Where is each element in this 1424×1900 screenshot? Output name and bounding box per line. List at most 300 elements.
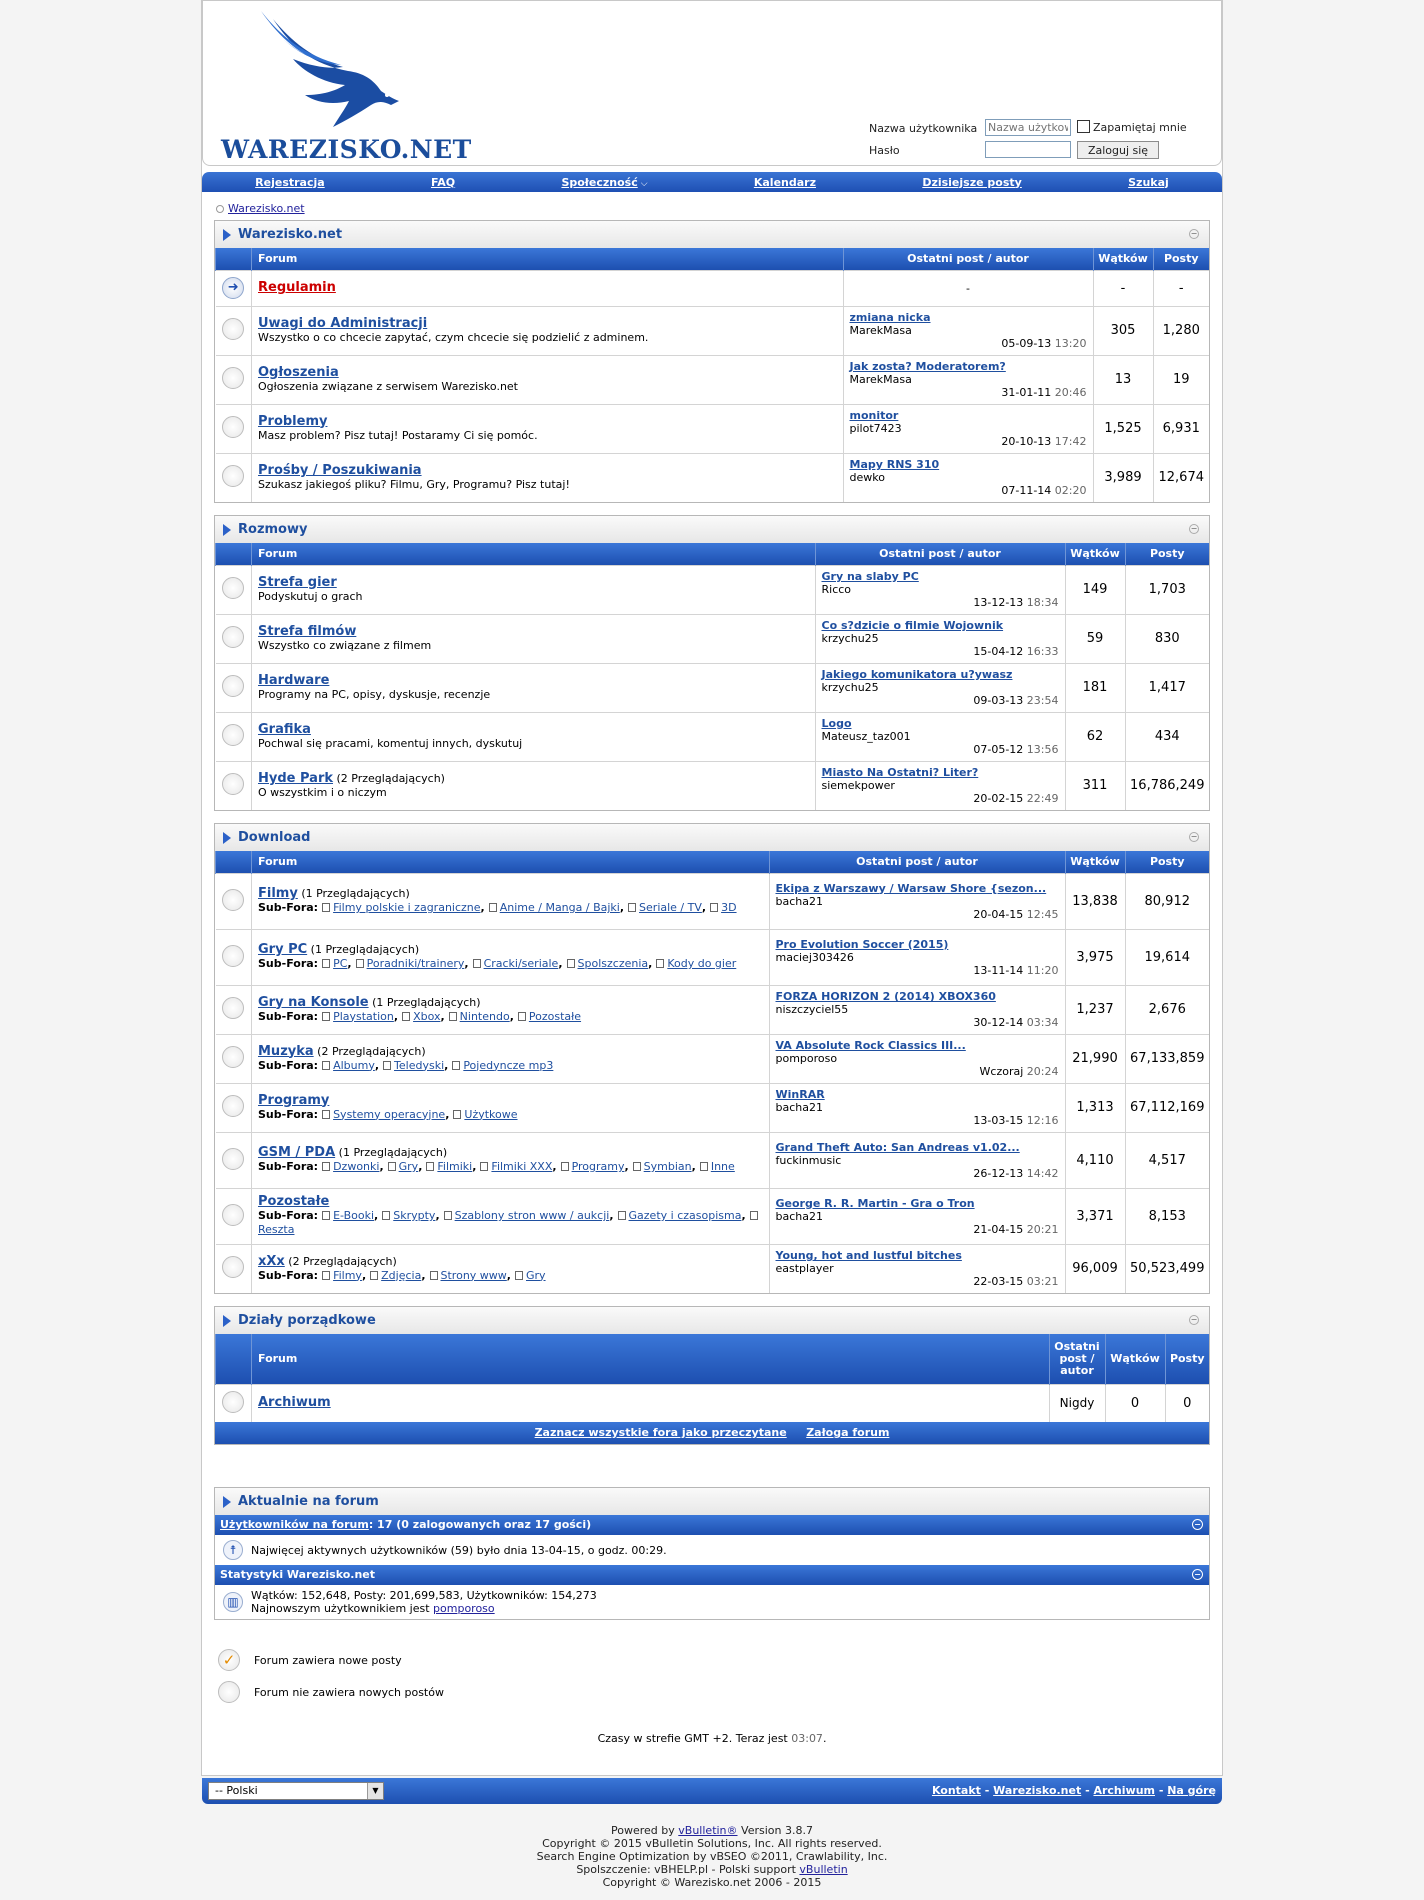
forum-row — [216, 663, 1210, 712]
forum-row — [216, 565, 1210, 614]
forum-row — [216, 1188, 1210, 1244]
last-post-author[interactable]: MarekMasa — [849, 373, 912, 386]
login-form — [869, 119, 1207, 163]
subforum-icon — [561, 1162, 569, 1171]
category-dzialy-porzadkowe — [214, 1306, 1210, 1445]
category-download — [214, 823, 1210, 1294]
subforum-link[interactable]: 3D — [721, 901, 737, 914]
mark-all-read-link[interactable]: Zaznacz wszystkie fora jako przeczytane — [534, 1426, 787, 1439]
forum-description: Wszystko co związane z filmem — [258, 638, 432, 652]
last-post-title[interactable]: zmiana nicka — [849, 311, 931, 324]
thread-count: 62 — [1065, 712, 1125, 761]
nav-todays-posts[interactable]: Dzisiejsze posty — [922, 175, 1022, 189]
forum-title[interactable]: Gry PC — [258, 942, 308, 957]
vbulletin-link[interactable]: vBulletin® — [678, 1824, 738, 1837]
footer-sep: - — [1154, 1784, 1168, 1797]
viewing-count: (1 Przeglądających) — [372, 995, 481, 1009]
forum-table — [215, 851, 1209, 1293]
forum-title[interactable]: Muzyka — [258, 1043, 314, 1059]
last-post-author[interactable]: pomporoso — [775, 1052, 838, 1065]
last-post-author[interactable]: bacha21 — [775, 1209, 823, 1223]
col-threads: Wątków — [1065, 851, 1125, 873]
forum-title[interactable]: Problemy — [258, 413, 328, 429]
subforum-label: Sub-Fora: — [258, 957, 319, 970]
subforum-link[interactable]: Strony www — [440, 1268, 507, 1282]
collapse-icon[interactable]: − — [1190, 524, 1198, 533]
col-forum: Forum — [252, 248, 844, 270]
last-post-title[interactable]: Jakiego komunikatora u?ywasz — [821, 668, 1013, 681]
last-post-title[interactable]: Gry na slaby PC — [821, 570, 919, 583]
forum-status-icon — [222, 1148, 244, 1170]
post-count: 6,931 — [1153, 404, 1209, 453]
nav-register[interactable]: Rejestracja — [255, 175, 325, 189]
last-post-title[interactable]: monitor — [849, 409, 899, 422]
forum-title[interactable]: Gry na Konsole — [258, 994, 369, 1010]
last-post-time: 20:24 — [1026, 1065, 1059, 1078]
forum-table — [215, 248, 1209, 502]
last-post-author[interactable]: krzychu25 — [821, 681, 879, 694]
last-post-author[interactable]: pilot7423 — [849, 422, 902, 435]
last-post-author[interactable]: eastplayer — [775, 1262, 834, 1276]
thread-count: 21,990 — [1065, 1034, 1125, 1083]
stats-bar — [215, 1565, 1209, 1585]
thread-count: 149 — [1065, 565, 1125, 614]
forum-staff-link[interactable]: Załoga forum — [806, 1426, 890, 1439]
subforum-icon — [750, 1211, 758, 1220]
last-post-title[interactable]: VA Absolute Rock Classics III... — [775, 1039, 966, 1052]
forum-status-icon — [222, 416, 244, 438]
thread-count: 0 — [1105, 1384, 1165, 1422]
forum-description: Programy na PC, opisy, dyskusje, recenzje — [258, 687, 491, 701]
category-arrow-icon — [223, 1315, 231, 1327]
col-threads: Wątków — [1105, 1334, 1165, 1384]
vbulletin-support-link[interactable]: vBulletin — [799, 1863, 848, 1876]
subforum-icon — [322, 1012, 330, 1021]
forum-status-icon — [222, 1391, 244, 1413]
last-post-title[interactable]: Ekipa z Warszawy / Warsaw Shore {sezon... — [775, 881, 1047, 895]
last-post-date: Wczoraj — [979, 1065, 1024, 1078]
powered-prefix: Powered by — [611, 1824, 675, 1837]
last-post-time: 12:45 — [1026, 907, 1059, 921]
forum-title[interactable]: Strefa gier — [258, 574, 337, 590]
subforum-link[interactable]: Gry — [398, 1160, 419, 1173]
forum-title[interactable]: Filmy — [258, 886, 298, 901]
forum-status-icon — [222, 945, 244, 967]
stats-title: Statystyki Warezisko.net — [220, 1568, 375, 1581]
category-title[interactable]: Download — [238, 830, 311, 845]
post-count: 8,153 — [1125, 1188, 1209, 1244]
nav-faq[interactable]: FAQ — [431, 175, 456, 189]
thread-count: 13,838 — [1065, 873, 1125, 929]
new-posts-icon: ✓ — [218, 1649, 240, 1671]
subforums: Sub-Fora: Dzwonki, Gry, Filmiki, Filmiki XXX, Programy, Symbian, Inne — [258, 1160, 735, 1173]
last-post-title[interactable]: Logo — [821, 717, 852, 730]
forum-description: Podyskutuj o grach — [258, 589, 363, 603]
whos-online-header — [215, 1488, 1209, 1515]
last-post-title[interactable]: George R. R. Martin - Gra o Tron — [775, 1196, 975, 1210]
last-post-date: 20-04-15 — [973, 907, 1024, 921]
last-post-title[interactable]: Young, hot and lustful bitches — [775, 1249, 962, 1263]
subforum-label: Sub-Fora: — [258, 1160, 319, 1173]
forum-title[interactable]: Hardware — [258, 672, 330, 688]
forum-title[interactable]: Pozostałe — [258, 1194, 330, 1209]
category-arrow-icon — [223, 229, 231, 241]
username-input[interactable] — [985, 119, 1071, 136]
remember-me[interactable] — [1077, 120, 1187, 134]
logo-wordmark: WAREZISKO.NET — [221, 135, 472, 164]
forum-title[interactable]: Uwagi do Administracji — [258, 315, 428, 331]
subforum-link[interactable]: Anime / Manga / Bajki — [499, 901, 620, 914]
timezone-dot: . — [822, 1732, 827, 1745]
col-posts: Posty — [1125, 851, 1209, 873]
thread-count: 311 — [1065, 761, 1125, 810]
whos-online-title: Aktualnie na forum — [238, 1494, 379, 1509]
category-header — [215, 221, 1209, 248]
post-count: 4,517 — [1125, 1132, 1209, 1188]
viewing-count: (1 Przeglądających) — [301, 887, 410, 900]
forum-title[interactable]: Strefa filmów — [258, 623, 357, 639]
subforums: Sub-Fora: Systemy operacyjne, Użytkowe — [258, 1107, 518, 1121]
subforum-icon — [710, 903, 718, 912]
last-post-time: 23:54 — [1026, 694, 1059, 707]
last-post-title[interactable]: Miasto Na Ostatni? Liter? — [821, 766, 979, 780]
subforum-icon — [322, 1211, 330, 1220]
subforum-icon — [473, 959, 481, 968]
post-count: - — [1153, 270, 1209, 306]
forum-status-icon — [222, 626, 244, 648]
last-post-time: 11:20 — [1026, 963, 1059, 977]
last-post-time: 13:56 — [1026, 743, 1059, 756]
page-wrapper — [201, 0, 1223, 1776]
forum-row — [216, 712, 1210, 761]
last-post-time: 03:21 — [1026, 1275, 1059, 1289]
password-input[interactable] — [985, 141, 1071, 158]
post-count: 19 — [1153, 355, 1209, 404]
footer-contact[interactable]: Kontakt — [931, 1784, 981, 1797]
forum-status-icon — [222, 1204, 244, 1226]
breadcrumb-arrow-icon — [216, 205, 224, 213]
thread-count: 3,989 — [1093, 453, 1153, 502]
col-forum: Forum — [252, 851, 770, 873]
subforum-icon — [322, 903, 330, 912]
subforum-link[interactable]: Xbox — [413, 1009, 441, 1023]
nav-search[interactable]: Szukaj — [1128, 175, 1169, 189]
subforum-link[interactable]: Systemy operacyjne — [333, 1107, 446, 1121]
post-count: 67,133,859 — [1125, 1034, 1209, 1083]
chevron-down-icon[interactable]: ▼ — [367, 1783, 383, 1799]
post-count: 12,674 — [1153, 453, 1209, 502]
post-count: 434 — [1125, 712, 1209, 761]
subforum-icon — [322, 1162, 330, 1171]
remember-label: Zapamiętaj mnie — [1093, 121, 1187, 134]
forum-row — [216, 985, 1210, 1034]
post-count: 1,703 — [1125, 565, 1209, 614]
post-count: 2,676 — [1125, 985, 1209, 1034]
subforum-icon — [370, 1271, 378, 1280]
footer-sep: - — [1081, 1784, 1094, 1797]
post-count: 1,417 — [1125, 663, 1209, 712]
legend-new — [218, 1644, 1206, 1676]
subforum-link[interactable]: Symbian — [643, 1160, 692, 1173]
last-post: - — [843, 270, 1093, 306]
collapse-icon[interactable]: − — [1190, 832, 1198, 841]
subforum-link[interactable]: Playstation — [333, 1009, 394, 1023]
viewing-count: (2 Przeglądających) — [317, 1044, 426, 1058]
viewing-count: (2 Przeglądających) — [336, 771, 445, 785]
last-post-author[interactable]: niszczyciel55 — [775, 1003, 849, 1016]
last-post-author[interactable]: Mateusz_taz001 — [821, 730, 911, 743]
subforum-link[interactable]: PC — [333, 957, 348, 970]
translation-prefix: Spolszczenie: vBHELP.pl - Polski support — [576, 1863, 796, 1876]
forum-description: O wszystkim i o niczym — [258, 785, 387, 799]
post-count: 830 — [1125, 614, 1209, 663]
subforum-link[interactable]: Cracki/seriale — [483, 957, 559, 970]
password-label: Hasło — [869, 144, 900, 157]
collapse-icon[interactable]: − — [1192, 1569, 1203, 1580]
last-post-author[interactable]: Ricco — [821, 583, 852, 596]
forum-description: Pochwal się pracami, komentuj innych, dyskutuj — [258, 736, 523, 750]
last-post-author[interactable]: maciej303426 — [775, 950, 854, 964]
forum-status-icon — [222, 1095, 244, 1117]
footer-archive[interactable]: Archiwum — [1093, 1784, 1155, 1797]
remember-checkbox[interactable] — [1077, 120, 1090, 133]
category-title[interactable]: Warezisko.net — [238, 227, 343, 242]
forum-title[interactable]: xXx — [258, 1253, 285, 1269]
subforum-icon — [656, 959, 664, 968]
footer-top[interactable]: Na górę — [1167, 1784, 1216, 1797]
forum-status-icon — [222, 889, 244, 911]
forum-row — [216, 929, 1210, 985]
subforum-label: Sub-Fora: — [258, 1209, 319, 1222]
forum-title[interactable]: Prośby / Poszukiwania — [258, 462, 422, 478]
forum-row — [216, 453, 1210, 502]
forum-status-icon — [222, 1256, 244, 1278]
forum-title[interactable]: Archiwum — [258, 1395, 331, 1411]
subforum-icon — [356, 959, 364, 968]
subforum-link[interactable]: Pojedyncze mp3 — [463, 1058, 554, 1072]
subforum-link[interactable]: Szablony stron www / aukcji — [454, 1209, 610, 1222]
subforum-link[interactable]: Teledyski — [394, 1058, 445, 1072]
subforums: Sub-Fora: Albumy, Teledyski, Pojedyncze mp3 — [258, 1058, 554, 1072]
forum-title[interactable]: Grafika — [258, 721, 311, 737]
redirect-arrow-icon: ➜ — [222, 277, 244, 299]
post-count: 1,280 — [1153, 306, 1209, 355]
last-post-title[interactable]: Pro Evolution Soccer (2015) — [775, 937, 949, 951]
login-button[interactable]: Zaloguj się — [1077, 141, 1159, 159]
last-post-time: 03:34 — [1026, 1016, 1059, 1029]
last-post-date: 13-11-14 — [973, 963, 1024, 977]
subforum-link[interactable]: Pozostałe — [528, 1009, 582, 1023]
last-post-title[interactable]: Mapy RNS 310 — [849, 458, 940, 472]
collapse-icon[interactable]: − — [1190, 1315, 1198, 1324]
site-logo[interactable] — [217, 9, 472, 164]
nav-community[interactable] — [561, 176, 647, 189]
subforum-icon — [700, 1162, 708, 1171]
forum-description: Wszystko o co chcecie zapytać, czym chcecie się podzielić z adminem. — [258, 330, 649, 344]
last-post-author[interactable]: dewko — [849, 471, 885, 485]
main-content — [202, 192, 1222, 1745]
subforum-link[interactable]: Dzwonki — [333, 1160, 380, 1173]
subforum-icon — [426, 1162, 434, 1171]
forum-row — [216, 1034, 1210, 1083]
category-title[interactable]: Rozmowy — [238, 522, 308, 537]
last-post-author[interactable]: MarekMasa — [849, 324, 912, 337]
last-post-title[interactable]: Jak zosta? Moderatorem? — [849, 360, 1006, 373]
thread-count: 1,525 — [1093, 404, 1153, 453]
subforum-icon — [388, 1162, 396, 1171]
last-post-time: 02:20 — [1054, 484, 1087, 498]
subforum-icon — [322, 1061, 330, 1070]
viewing-count: (1 Przeglądających) — [338, 1146, 448, 1159]
language-value: -- Polski — [215, 1784, 258, 1797]
last-post-author[interactable]: siemekpower — [821, 779, 895, 793]
col-forum: Forum — [252, 543, 816, 565]
subforum-link[interactable]: Poradniki/trainery — [366, 957, 465, 970]
forum-table — [215, 1334, 1209, 1422]
last-post-date: 21-04-15 — [973, 1222, 1024, 1236]
last-post-author[interactable]: fuckinmusic — [775, 1153, 842, 1167]
copyright — [0, 1824, 1424, 1889]
online-users-link[interactable]: Użytkowników na forum — [220, 1518, 369, 1531]
subforum-icon — [453, 1110, 461, 1119]
copyright-line-5: Copyright © Warezisko.net 2006 - 2015 — [602, 1876, 822, 1889]
subforum-link[interactable]: Filmiki XXX — [491, 1160, 553, 1173]
forum-status-icon — [222, 318, 244, 340]
nav-calendar[interactable]: Kalendarz — [753, 175, 816, 189]
subforum-icon — [480, 1162, 488, 1171]
last-post-title[interactable]: WinRAR — [775, 1088, 825, 1101]
last-post-time: 14:42 — [1026, 1166, 1059, 1180]
footer-bar — [202, 1778, 1222, 1804]
last-post-time: 22:49 — [1026, 792, 1059, 806]
newest-user-prefix: Najnowszym użytkownikiem jest — [251, 1602, 430, 1615]
subforum-icon — [567, 959, 575, 968]
last-post-author[interactable]: bacha21 — [775, 894, 823, 908]
footer-home[interactable]: Warezisko.net — [993, 1784, 1082, 1797]
last-post-date: 07-05-12 — [973, 743, 1024, 756]
col-posts: Posty — [1165, 1334, 1209, 1384]
subforum-link[interactable]: Inne — [710, 1160, 735, 1173]
subforum-label: Sub-Fora: — [258, 901, 319, 914]
last-post-title[interactable]: Co s?dzicie o filmie Wojownik — [821, 619, 1004, 632]
subforum-link[interactable]: Gry — [525, 1268, 546, 1282]
subforum-icon — [430, 1271, 438, 1280]
subforum-link[interactable]: Skrypty — [393, 1209, 436, 1222]
subforum-link[interactable]: Kody do gier — [667, 957, 737, 970]
forum-title[interactable]: GSM / PDA — [258, 1145, 336, 1160]
subforums: Sub-Fora: Filmy polskie i zagraniczne, Anime / Manga / Bajki, Seriale / TV, 3D — [258, 901, 737, 914]
forum-row — [216, 761, 1210, 810]
forum-row — [216, 873, 1210, 929]
forum-title[interactable]: Programy — [258, 1092, 330, 1108]
col-threads: Wątków — [1065, 543, 1125, 565]
collapse-icon[interactable]: − — [1190, 229, 1198, 238]
forum-title[interactable]: Hyde Park — [258, 770, 334, 786]
subforum-link[interactable]: Reszta — [258, 1223, 295, 1236]
last-post-title[interactable]: FORZA HORIZON 2 (2014) XBOX360 — [775, 990, 996, 1003]
subforum-link[interactable]: Filmy polskie i zagraniczne — [333, 901, 481, 914]
category-arrow-icon — [223, 524, 231, 536]
last-post-date: 07-11-14 — [1001, 484, 1052, 498]
category-title[interactable]: Działy porządkowe — [238, 1313, 376, 1328]
breadcrumb-link[interactable]: Warezisko.net — [228, 202, 305, 215]
subforum-link[interactable]: Zdjęcia — [381, 1268, 422, 1282]
collapse-icon[interactable]: − — [1192, 1519, 1203, 1530]
subforum-icon — [382, 1211, 390, 1220]
language-select[interactable] — [208, 1782, 384, 1800]
last-post-date: 20-02-15 — [973, 792, 1024, 806]
subforum-link[interactable]: Albumy — [333, 1058, 375, 1072]
col-threads: Wątków — [1093, 248, 1153, 270]
category-warezisko — [214, 220, 1210, 503]
forum-title[interactable]: Ogłoszenia — [258, 364, 339, 380]
nav-community-link[interactable]: Społeczność — [561, 175, 638, 189]
newest-user-link[interactable]: pomporoso — [433, 1602, 495, 1615]
forum-title[interactable]: Regulamin — [258, 280, 336, 295]
thread-count: - — [1093, 270, 1153, 306]
breadcrumb — [214, 202, 1210, 220]
col-last-post: Ostatni post / autor — [769, 851, 1065, 873]
last-post-author[interactable]: krzychu25 — [821, 632, 879, 645]
subforum-link[interactable]: E-Booki — [333, 1209, 375, 1222]
subforum-link[interactable]: Spolszczenia — [577, 957, 649, 970]
subforum-icon — [489, 903, 497, 912]
subforum-label: Sub-Fora: — [258, 1009, 319, 1023]
subforum-link[interactable]: Programy — [571, 1160, 625, 1173]
footer-sep: - — [980, 1784, 994, 1797]
online-users-bar — [215, 1515, 1209, 1535]
thread-count: 13 — [1093, 355, 1153, 404]
last-post-title[interactable]: Grand Theft Auto: San Andreas v1.02... — [775, 1140, 1020, 1154]
forum-status-icon — [222, 1046, 244, 1068]
viewing-count: (2 Przeglądających) — [288, 1254, 397, 1268]
online-record-text: Najwięcej aktywnych użytkowników (59) było dnia 13-04-15, o godz. 00:29. — [251, 1543, 667, 1557]
thread-count: 305 — [1093, 306, 1153, 355]
forum-description: Szukasz jakiegoś pliku? Filmu, Gry, Programu? Pisz tutaj! — [258, 477, 570, 491]
user-icon: ☨ — [223, 1540, 243, 1560]
subforum-link[interactable]: Filmy — [333, 1268, 362, 1282]
col-forum: Forum — [252, 1334, 1050, 1384]
thread-count: 3,975 — [1065, 929, 1125, 985]
last-post-date: 05-09-13 — [1001, 337, 1052, 350]
viewing-count: (1 Przeglądających) — [310, 943, 420, 956]
powered-suffix: Version 3.8.7 — [741, 1824, 813, 1837]
online-record-row — [215, 1535, 1209, 1565]
forum-row — [216, 1384, 1210, 1422]
last-post-time: 20:46 — [1054, 386, 1087, 399]
subforum-link[interactable]: Nintendo — [459, 1009, 510, 1023]
forum-row — [216, 1244, 1210, 1293]
subforum-icon — [402, 1012, 410, 1021]
last-post: Nigdy — [1049, 1384, 1105, 1422]
navbar — [202, 172, 1222, 192]
last-post-time: 12:16 — [1026, 1114, 1059, 1127]
last-post-date: 26-12-13 — [973, 1166, 1024, 1180]
post-count: 50,523,499 — [1125, 1244, 1209, 1293]
post-count: 16,786,249 — [1125, 761, 1209, 810]
thread-count: 181 — [1065, 663, 1125, 712]
subforum-link[interactable]: Seriale / TV — [639, 901, 702, 914]
footer-links — [932, 1784, 1216, 1797]
subforum-link[interactable]: Gazety i czasopisma — [628, 1209, 742, 1222]
eagle-logo-icon — [253, 9, 413, 129]
subforum-link[interactable]: Użytkowe — [464, 1107, 518, 1121]
last-post-author[interactable]: bacha21 — [775, 1101, 823, 1114]
subforum-link[interactable]: Filmiki — [437, 1160, 473, 1173]
thread-count: 1,237 — [1065, 985, 1125, 1034]
subforums: Sub-Fora: Playstation, Xbox, Nintendo, Pozostałe — [258, 1009, 582, 1023]
copyright-line-3: Search Engine Optimization by vBSEO ©2011, Crawlability, Inc. — [536, 1850, 888, 1863]
